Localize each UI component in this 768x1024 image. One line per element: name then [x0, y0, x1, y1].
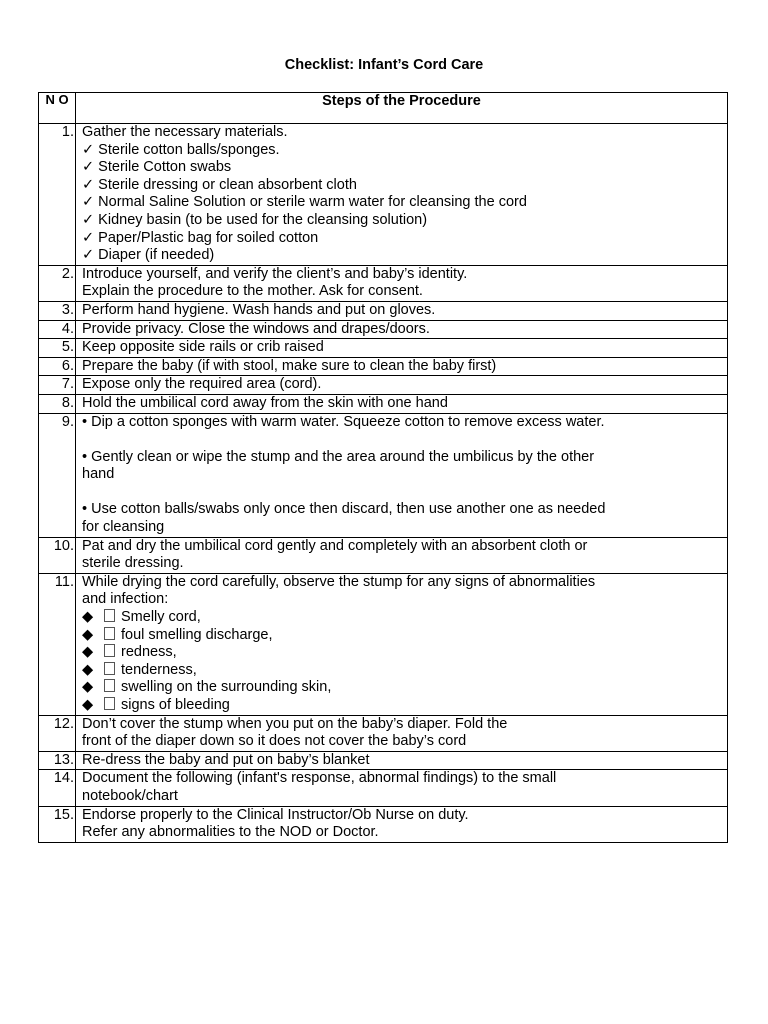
diamond-bullet-icon: ◆: [82, 644, 94, 661]
table-row: [39, 537, 728, 573]
blank-line: [82, 431, 721, 449]
step-number-cell: [39, 301, 76, 320]
placeholder-box-icon: [104, 697, 115, 710]
step-text-line: Provide privacy. Close the windows and drapes/doors.: [82, 320, 430, 337]
sign-text: redness,: [121, 644, 177, 661]
sign-list-item: [82, 697, 721, 715]
step-text-line: ✓ Diaper (if needed): [82, 247, 215, 264]
table-row: [39, 320, 728, 339]
step-text-line: Gather the necessary materials.: [82, 124, 288, 140]
step-number: 11.: [54, 573, 74, 590]
step-text-line: • Gently clean or wipe the stump and the area around the umbilicus by the other: [82, 448, 595, 465]
step-text-line: • Use cotton balls/swabs only once then discard, then use another one as needed: [82, 501, 606, 518]
table-header-row: [39, 93, 728, 124]
step-text-line: Perform hand hygiene. Wash hands and put on gloves.: [82, 301, 436, 318]
step-number-cell: [39, 124, 76, 266]
step-text-line: for cleansing: [82, 519, 165, 536]
step-number-cell: [39, 413, 76, 537]
step-number-cell: [39, 806, 76, 842]
placeholder-box-icon: [104, 627, 115, 640]
step-text-line: Endorse properly to the Clinical Instructor/Ob Nurse on duty.: [82, 806, 469, 823]
step-text-line: sterile dressing.: [82, 555, 184, 572]
table-row: [39, 357, 728, 376]
table-row: [39, 770, 728, 806]
step-text-cell: [76, 751, 728, 770]
table-row: [39, 573, 728, 715]
step-number: 14.: [53, 770, 74, 787]
step-number: 3.: [61, 301, 74, 318]
step-text-cell: [76, 320, 728, 339]
table-row: [39, 715, 728, 751]
diamond-bullet-icon: ◆: [82, 679, 94, 696]
step-text-line: ✓ Paper/Plastic bag for soiled cotton: [82, 229, 319, 246]
step-text-line: Introduce yourself, and verify the client’s and baby’s identity.: [82, 265, 468, 282]
step-text-cell: [76, 770, 728, 806]
placeholder-box-icon: [104, 644, 115, 657]
column-header-steps: Steps of the Procedure: [76, 93, 728, 124]
step-text-cell: [76, 124, 728, 266]
sign-list-item: [82, 679, 721, 697]
step-text-line: Pat and dry the umbilical cord gently and completely with an absorbent cloth or: [82, 537, 588, 554]
sign-text: Smelly cord,: [121, 609, 201, 626]
step-text-line: While drying the cord carefully, observe the stump for any signs of abnormalities: [82, 573, 596, 590]
table-row: [39, 751, 728, 770]
step-number-cell: [39, 265, 76, 301]
step-number-cell: [39, 339, 76, 358]
step-text-cell: [76, 339, 728, 358]
step-number: 8.: [61, 394, 74, 411]
step-text-line: Refer any abnormalities to the NOD or Doctor.: [82, 824, 379, 841]
step-text-line: front of the diaper down so it does not cover the baby’s cord: [82, 733, 467, 750]
step-number-cell: [39, 320, 76, 339]
step-text-cell: [76, 301, 728, 320]
placeholder-box-icon: [104, 609, 115, 622]
step-text-line: Re-dress the baby and put on baby’s blanket: [82, 751, 370, 768]
table-row: [39, 265, 728, 301]
step-number-cell: [39, 770, 76, 806]
placeholder-box-icon: [104, 662, 115, 675]
step-text-cell: [76, 573, 728, 715]
table-row: [39, 413, 728, 537]
step-text-line: Expose only the required area (cord).: [82, 376, 322, 393]
step-text-line: ✓ Sterile dressing or clean absorbent cloth: [82, 176, 357, 193]
step-text-line: Keep opposite side rails or crib raised: [82, 339, 324, 356]
sign-text: signs of bleeding: [121, 697, 230, 713]
procedure-table: [38, 92, 728, 843]
sign-text: foul smelling discharge,: [121, 626, 273, 643]
step-number-cell: [39, 376, 76, 395]
step-number: 6.: [61, 357, 74, 374]
step-number-cell: [39, 751, 76, 770]
step-number-cell: [39, 394, 76, 413]
table-row: [39, 806, 728, 842]
sign-text: tenderness,: [121, 661, 197, 678]
step-number: 2.: [61, 265, 74, 282]
step-text-line: Explain the procedure to the mother. Ask for consent.: [82, 283, 423, 300]
table-row: [39, 376, 728, 395]
table-row: [39, 339, 728, 358]
step-number: 4.: [61, 320, 74, 337]
step-text-cell: [76, 357, 728, 376]
step-text-cell: [76, 715, 728, 751]
step-text-cell: [76, 806, 728, 842]
page-title: Checklist: Infant’s Cord Care: [284, 57, 484, 73]
step-text-cell: [76, 537, 728, 573]
step-number: 13.: [53, 751, 74, 768]
step-text-line: ✓ Normal Saline Solution or sterile warm water for cleansing the cord: [82, 194, 527, 211]
sign-list-item: [82, 644, 721, 662]
table-body: [39, 124, 728, 843]
step-text-line: hand: [82, 466, 115, 483]
step-text-line: ✓ Kidney basin (to be used for the cleansing solution): [82, 211, 428, 228]
column-header-no: N O: [39, 93, 76, 124]
step-number: 12.: [53, 715, 74, 732]
step-text-line: Don’t cover the stump when you put on the baby’s diaper. Fold the: [82, 715, 508, 732]
step-number: 9.: [61, 413, 74, 430]
step-text-cell: [76, 265, 728, 301]
step-text-cell: [76, 376, 728, 395]
placeholder-box-icon: [104, 679, 115, 692]
step-text-line: Document the following (infant's response, abnormal findings) to the small: [82, 770, 557, 787]
step-text-cell: [76, 413, 728, 537]
diamond-bullet-icon: ◆: [82, 626, 94, 643]
step-number-cell: [39, 537, 76, 573]
step-number: 15.: [53, 806, 74, 823]
diamond-bullet-icon: ◆: [82, 697, 94, 713]
diamond-bullet-icon: ◆: [82, 661, 94, 678]
step-text-line: notebook/chart: [82, 787, 178, 804]
sign-list-item: [82, 627, 721, 645]
step-number-cell: [39, 357, 76, 376]
table-row: [39, 124, 728, 266]
sign-text: swelling on the surrounding skin,: [121, 679, 332, 696]
step-text-cell: [76, 394, 728, 413]
step-number: 10.: [53, 537, 74, 554]
step-number-cell: [39, 715, 76, 751]
step-number: 1.: [61, 124, 74, 140]
step-text-line: ✓ Sterile Cotton swabs: [82, 159, 232, 176]
step-number: 5.: [61, 339, 74, 356]
table-row: [39, 301, 728, 320]
step-number-cell: [39, 573, 76, 715]
blank-line: [82, 484, 721, 502]
diamond-bullet-icon: ◆: [82, 609, 94, 626]
step-text-line: Hold the umbilical cord away from the skin with one hand: [82, 394, 448, 411]
step-text-line: ✓ Sterile cotton balls/sponges.: [82, 141, 280, 158]
sign-list-item: [82, 662, 721, 680]
step-number: 7.: [61, 376, 74, 393]
step-text-line: and infection:: [82, 591, 169, 608]
step-text-line: Prepare the baby (if with stool, make sure to clean the baby first): [82, 357, 497, 374]
step-text-line: • Dip a cotton sponges with warm water. Squeeze cotton to remove excess water.: [82, 413, 605, 430]
table-row: [39, 394, 728, 413]
sign-list-item: [82, 609, 721, 627]
